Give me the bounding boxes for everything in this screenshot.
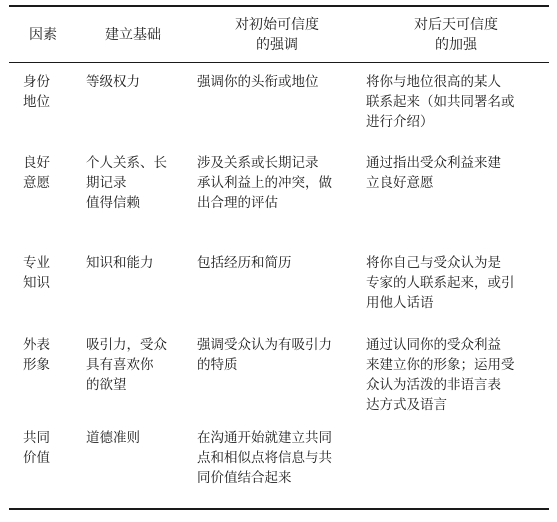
row-initial: 涉及关系或长期记录 承认利益上的冲突，做 出合理的评估 [197,155,332,211]
row-initial: 在沟通开始就建立共同 点和相似点将信息与共 同价值结合起来 [197,430,332,486]
row-factor: 外表 形象 [23,337,50,373]
table-header [9,10,549,60]
row-acquired: 通过认同你的受众利益 来建立你的形象；运用受 众认为活泼的非语言表 达方式及语言 [366,337,515,413]
row-acquired: 通过指出受众利益来建 立良好意愿 [366,155,501,191]
row-initial: 包括经历和简历 [197,255,292,271]
top-rule [9,5,549,7]
row-initial: 强调你的头衔或地位 [197,74,319,90]
row-factor: 身份 地位 [23,74,50,110]
header-factor: 因素 [29,27,57,43]
row-initial: 强调受众认为有吸引力 的特质 [197,337,332,373]
row-basis: 道德准则 [86,430,140,446]
row-basis: 知识和能力 [86,255,154,271]
row-acquired: 将你自己与受众认为是 专家的人联系起来，或引 用他人话语 [366,255,515,311]
row-factor: 良好 意愿 [23,155,50,191]
row-factor: 共同 价值 [23,430,50,466]
header-rule [9,62,549,63]
row-acquired: 将你与地位很高的某人 联系起来（如共同署名或 进行介绍） [366,74,515,130]
row-factor: 专业 知识 [23,255,50,291]
row-basis: 吸引力，受众 具有喜欢你 的欲望 [86,337,167,393]
row-basis: 个人关系、长 期记录 值得信赖 [86,155,167,211]
header-basis: 建立基础 [105,27,161,43]
row-basis: 等级权力 [86,74,140,90]
header-acquired-credibility: 对后天可信度 的加强 [414,17,498,53]
header-initial-credibility: 对初始可信度 的强调 [235,17,319,53]
bottom-rule [9,508,549,510]
